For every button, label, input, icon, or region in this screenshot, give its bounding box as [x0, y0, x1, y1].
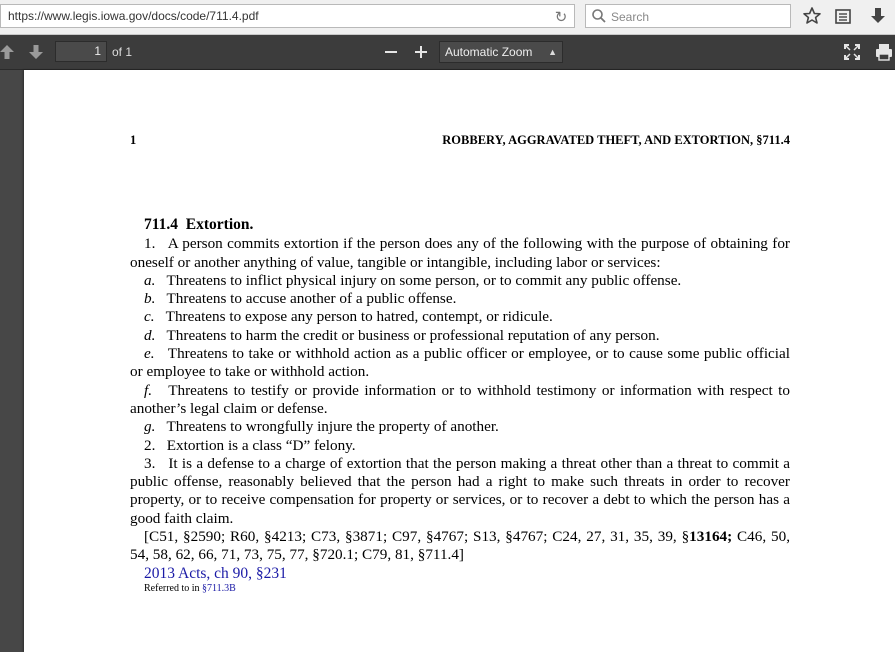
- search-placeholder: Search: [611, 10, 650, 24]
- zoom-select[interactable]: [439, 41, 563, 63]
- referred-to-line: Referred to in §711.3B: [144, 582, 236, 594]
- updown-arrow-icon: ▲: [548, 47, 557, 57]
- history-note: [C51, §2590; R60, §4213; C73, §3871; C97, §4767; S13, §4767; C24, 27, 31, 35, 39, §13164; C46, 50, 54, 58, 62, 66, 71, 73, 75, 77, §720.1; C79, 81, §711.4]: [130, 528, 790, 564]
- paragraph-b: b. Threatens to accuse another of a public offense.: [144, 290, 457, 308]
- bookmark-star-icon[interactable]: [802, 6, 822, 26]
- reload-icon[interactable]: ↻: [554, 8, 568, 26]
- acts-link[interactable]: 2013 Acts, ch 90, §231: [144, 564, 287, 582]
- page-number-label: 1: [130, 133, 137, 147]
- paragraph-g: g. Threatens to wrongfully injure the property of another.: [144, 418, 499, 436]
- next-page-icon[interactable]: [25, 41, 47, 63]
- pdf-toolbar: [0, 35, 895, 70]
- browser-toolbar: [0, 0, 895, 35]
- statute-text: [130, 216, 790, 595]
- paragraph-d: d. Threatens to harm the credit or business or professional reputation of any person.: [144, 326, 660, 344]
- zoom-in-icon[interactable]: [410, 41, 432, 63]
- search-icon: [591, 8, 607, 24]
- page-number-input[interactable]: 1: [55, 41, 107, 62]
- running-head-title: ROBBERY, AGGRAVATED THEFT, AND EXTORTION, §711.4: [442, 133, 790, 147]
- zoom-value: Automatic Zoom: [445, 45, 533, 59]
- paragraph-f: f. Threatens to testify or provide information or to withhold testimony or information with respect to another’s legal claim or defense.: [130, 381, 790, 417]
- paragraph-e: e. Threatens to take or withhold action as a public officer or employee, or to cause some public official or employee to take or withhold action.: [130, 345, 790, 381]
- referred-link[interactable]: §711.3B: [202, 582, 236, 594]
- section-heading: 711.4 Extortion.: [144, 216, 254, 233]
- subsection-1: 1. A person commits extortion if the person does any of the following with the purpose of obtaining for oneself or another anything of value, tangible or intangible, including labor or services:: [130, 235, 790, 271]
- reading-list-icon[interactable]: [833, 6, 853, 26]
- print-icon[interactable]: [873, 41, 895, 63]
- page-count: of 1: [112, 45, 133, 59]
- paragraph-c: c. Threatens to expose any person to hatred, contempt, or ridicule.: [144, 308, 553, 326]
- presentation-mode-icon[interactable]: [841, 41, 863, 63]
- previous-page-icon[interactable]: [0, 41, 18, 63]
- download-icon[interactable]: [868, 6, 888, 26]
- zoom-out-icon[interactable]: [380, 41, 402, 63]
- subsection-2: 2. Extortion is a class “D” felony.: [144, 436, 356, 454]
- paragraph-a: a. Threatens to inflict physical injury on some person, or to commit any public offense.: [144, 271, 682, 289]
- search-input[interactable]: [585, 4, 791, 28]
- pdf-viewer[interactable]: [0, 70, 895, 652]
- url-bar[interactable]: [0, 4, 575, 28]
- subsection-3: 3. It is a defense to a charge of extortion that the person making a threat other than a threat to commit a public offense, reasonably believed that the person had a right to make such threats in order to recover property, or to receive compensation for property or services, or to recover a debt to which the person has a good faith claim.: [130, 454, 790, 527]
- pdf-page: [24, 70, 895, 652]
- url-text[interactable]: https://www.legis.iowa.gov/docs/code/711.4.pdf: [8, 9, 259, 23]
